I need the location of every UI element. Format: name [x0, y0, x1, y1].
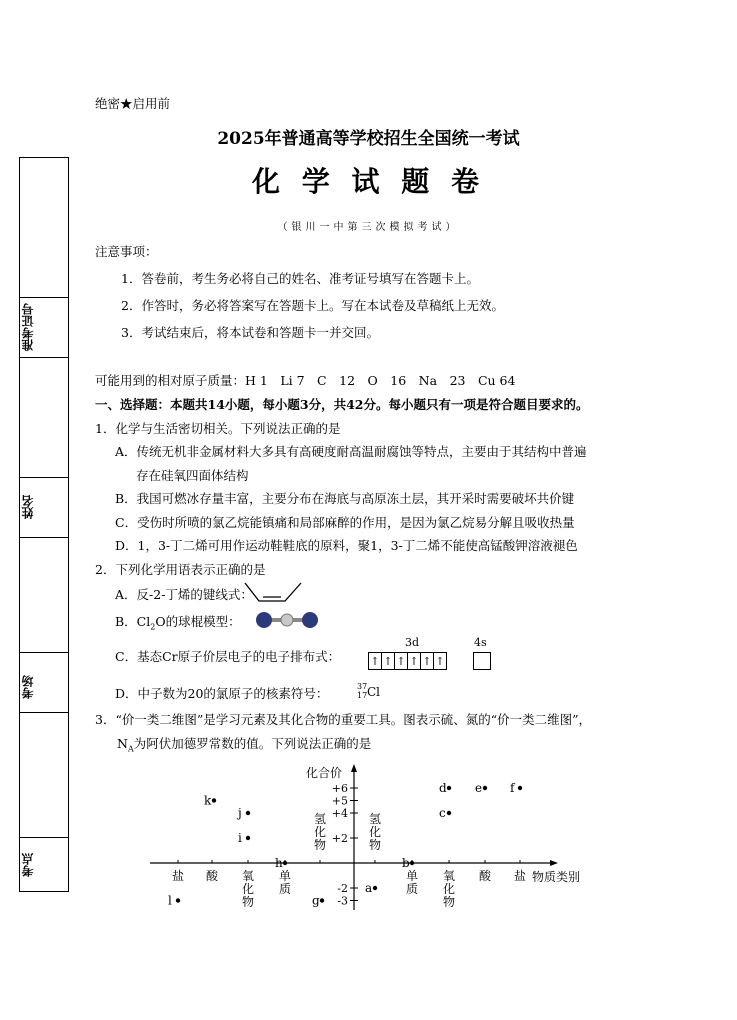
category-label-right: 盐	[513, 869, 527, 883]
data-point-b	[410, 861, 414, 865]
data-point-g	[320, 898, 324, 902]
category-label-left: 物	[313, 838, 327, 852]
orbital-boxes-3d	[369, 652, 447, 670]
data-point-label-g: g	[312, 893, 320, 908]
q2-option-c: C．基态Cr原子价层电子的电子排布式：	[115, 649, 341, 664]
q3-stem-1: 3．“价一类二维图”是学习元素及其化合物的重要工具。图表示硫、氮的“价一类二维图”，	[95, 712, 592, 727]
data-point-label-b: b	[402, 856, 410, 870]
binding-label-room: 考场	[21, 675, 35, 699]
category-label-left: 氢	[313, 812, 327, 826]
orbital-box: ↑	[381, 652, 395, 670]
category-label-right: 酸	[478, 869, 492, 883]
orbital-box: ↑	[433, 652, 447, 670]
y-tick-label: +6	[331, 782, 348, 795]
data-point-k	[212, 798, 216, 802]
data-point-h	[283, 861, 287, 865]
category-label-left: 氧	[241, 869, 255, 883]
orbital-box: ↑	[368, 652, 382, 670]
data-point-label-f: f	[510, 781, 515, 795]
data-point-l	[176, 898, 180, 902]
orbital-boxes-4s	[474, 652, 491, 670]
category-label-left: 物	[241, 895, 255, 909]
y-axis-arrow	[351, 764, 357, 772]
x-axis-arrow	[550, 860, 558, 866]
q1-option-d: D．1，3-丁二烯可用作运动鞋鞋底的原料，聚1，3-丁二烯不能使高锰酸钾溶液褪色	[115, 538, 578, 553]
orbital-box	[473, 652, 491, 670]
binding-strip	[19, 157, 69, 892]
data-point-label-k: k	[204, 793, 212, 808]
q3-stem-2: $N_A$为阿伏加德罗常数的值。下列说法正确的是	[117, 736, 372, 754]
category-label-right: 化	[368, 825, 382, 839]
atomic-masses: 可能用到的相对原子质量：H 1 Li 7 C 12 O 16 Na 23 Cu 64	[95, 373, 516, 388]
category-label-left: 酸	[205, 869, 219, 883]
q1-option-c: C．受伤时所喷的氯乙烷能镇痛和局部麻醉的作用，是因为氯乙烷易分解且吸收热量	[115, 515, 575, 530]
category-label-right: 氧	[442, 869, 456, 883]
category-label-right: 物	[442, 895, 456, 909]
binding-label-site: 考点	[21, 853, 35, 877]
orbital-label-4s: 4s	[474, 636, 487, 649]
subtitle: （银川一中第三次模拟考试）	[277, 222, 460, 233]
category-label-left: 盐	[171, 869, 185, 883]
y-tick-label: +5	[331, 794, 348, 808]
data-point-label-a: a	[365, 881, 373, 895]
exam-title: 2025年普通高等学校招生全国统一考试	[217, 129, 520, 149]
binding-label-admission: 准考证号	[21, 303, 35, 351]
q1-option-b: B．我国可燃冰存量丰富，主要分布在海底与高原冻土层，其开采时需要破坏共价键	[115, 491, 575, 506]
data-point-label-d: d	[439, 781, 447, 795]
data-point-a	[373, 886, 377, 890]
category-label-left: 质	[278, 882, 292, 896]
q2-option-d: D．中子数为20的氯原子的核素符号：	[115, 686, 329, 701]
cl2o-ball-stick-model	[252, 608, 322, 632]
category-label-right: 单	[405, 869, 419, 883]
category-label-right: 氢	[368, 812, 382, 826]
q1-stem: 1．化学与生活密切相关。下列说法正确的是	[95, 421, 341, 436]
y-tick-label: -2	[337, 882, 348, 895]
x-axis-label: 物质类别	[532, 870, 581, 884]
trans-2-butene-skeletal	[243, 581, 313, 605]
data-point-j	[246, 811, 250, 815]
data-point-label-l: l	[168, 893, 172, 908]
data-point-label-h: h	[275, 856, 283, 870]
q2-option-a: A．反-2-丁烯的键线式：	[115, 587, 253, 602]
subject-title: 化 学 试 题 卷	[252, 165, 485, 198]
q1-option-a-cont: 存在硅氧四面体结构	[136, 468, 249, 483]
orbital-box: ↑	[394, 652, 408, 670]
q2-stem: 2．下列化学用语表示正确的是	[95, 562, 266, 577]
category-label-left: 单	[278, 869, 292, 883]
binding-label-name: 姓名	[21, 495, 35, 519]
category-label-left: 化	[241, 882, 255, 896]
category-label-left: 化	[313, 825, 327, 839]
y-tick-label: +2	[331, 832, 348, 845]
notice-item-1: 1．答卷前，考生务必将自己的姓名、准考证号填写在答题卡上。	[121, 271, 479, 286]
notice-heading: 注意事项：	[95, 244, 158, 259]
data-point-i	[246, 836, 250, 840]
category-label-right: 质	[405, 882, 419, 896]
data-point-d	[447, 786, 451, 790]
data-point-c	[447, 811, 451, 815]
category-label-right: 化	[442, 882, 456, 896]
orbital-label-3d: 3d	[405, 636, 420, 649]
category-label-right: 物	[368, 838, 382, 852]
orbital-box: ↑	[407, 652, 421, 670]
data-point-label-j: j	[238, 806, 242, 820]
section-heading: 一、选择题：本题共14小题，每小题3分，共42分。每小题只有一项是符合题目要求的。	[95, 397, 589, 412]
q2-option-b: B．$Cl_2O$的球棍模型：	[115, 614, 241, 632]
y-tick-label: +4	[331, 807, 348, 820]
q1-option-a: A．传统无机非金属材料大多具有高硬度耐高温耐腐蚀等特点，主要由于其结构中普遍	[115, 444, 587, 459]
data-point-f	[518, 786, 522, 790]
orbital-box: ↑	[420, 652, 434, 670]
data-point-label-e: e	[475, 781, 483, 795]
data-point-e	[483, 786, 487, 790]
nuclide-symbol: 37 17 Cl	[357, 682, 381, 700]
secret-label: 绝密★启用前	[95, 96, 171, 111]
y-tick-label: -3	[337, 894, 348, 908]
notice-item-3: 3．考试结束后，将本试卷和答题卡一并交回。	[121, 325, 379, 340]
data-point-label-i: i	[238, 831, 242, 845]
notice-item-2: 2．作答时，务必将答案写在答题卡上。写在本试卷及草稿纸上无效。	[121, 298, 504, 313]
y-axis-label: 化合价	[306, 766, 343, 780]
valence-category-chart	[140, 760, 600, 920]
data-point-label-c: c	[439, 806, 446, 820]
